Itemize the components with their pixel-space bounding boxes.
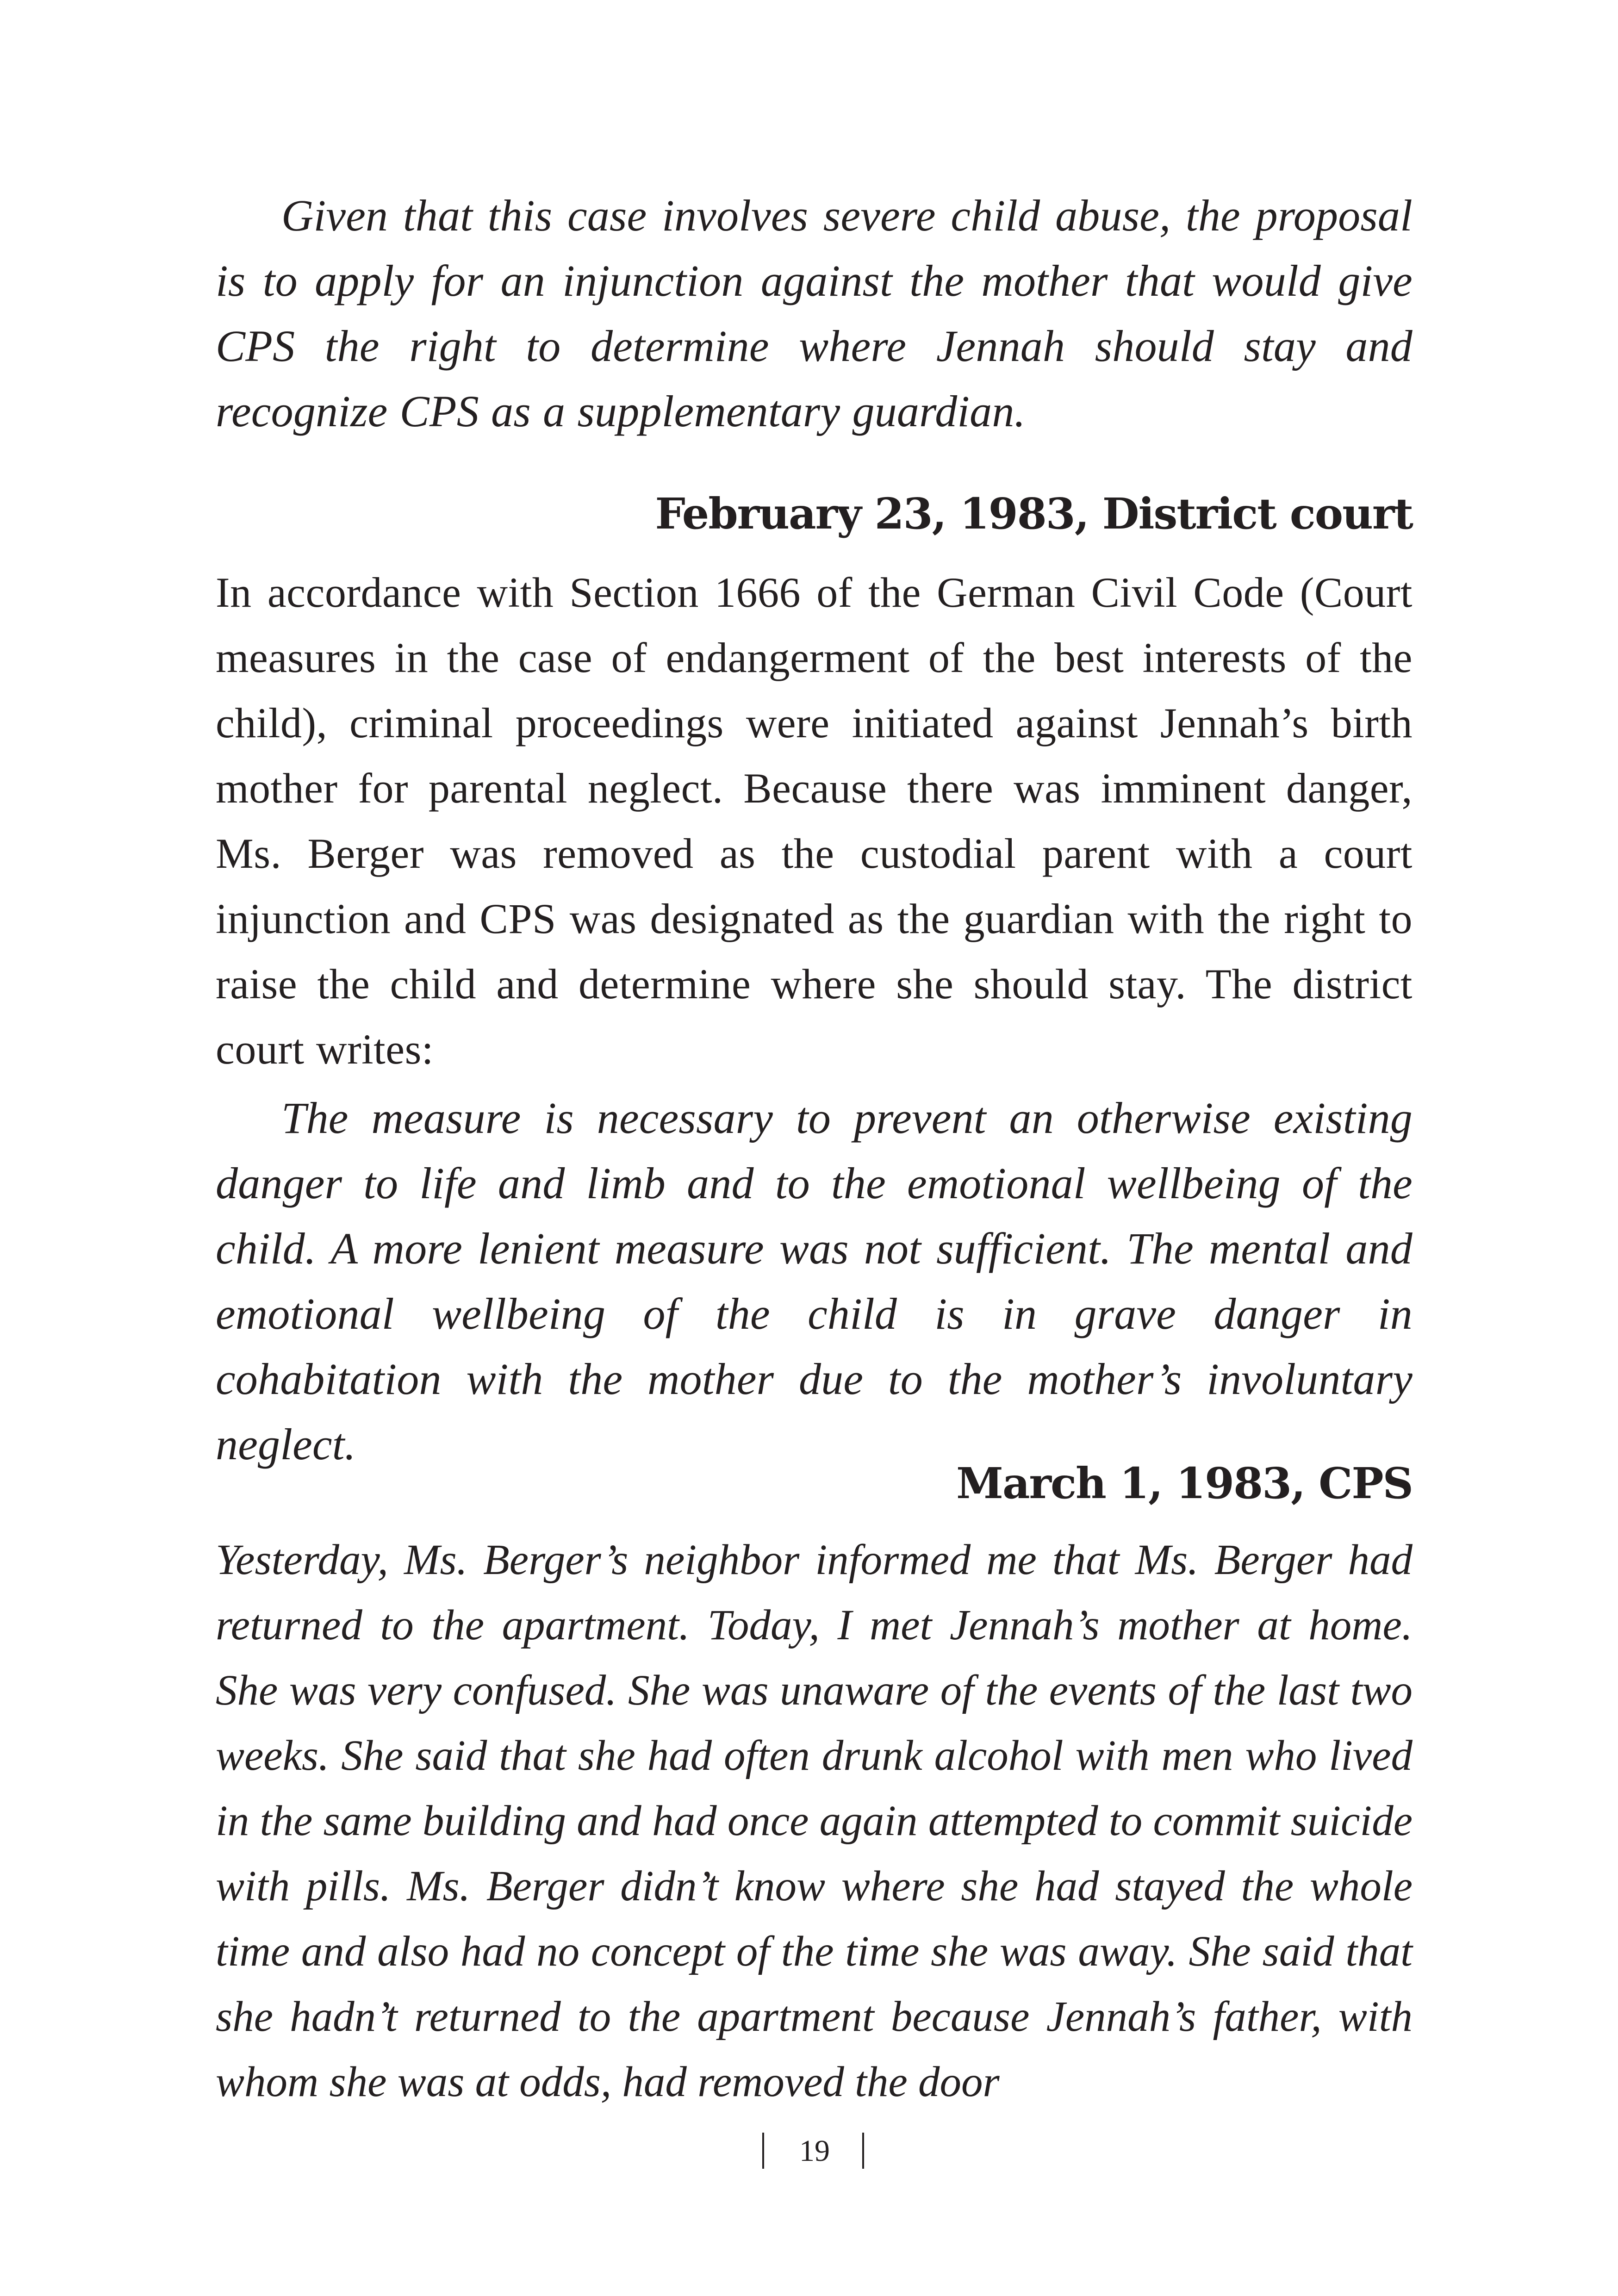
cps-entry-text: Yesterday, Ms. Berger’s neighbor informed me that Ms. Berger had returned to the apartment. Today, I met Jennah’s mother at home. She was very confused. She was unaware of the events of the last two weeks. She said that she had often drunk alcohol with men who lived in the same building and had once again attempted to commit suicide with pills. Ms. Berger didn’t know where she had stayed the whole time and also had no concept of the time she was away. She said that she hadn’t returned to the apartment because Jennah’s father, with whom she was at odds, had removed the door: [216, 1536, 1413, 2106]
heading-district-court: February 23, 1983, District court: [655, 489, 1413, 539]
page-number: 19: [799, 2134, 830, 2168]
paragraph-court-proceedings: In accordance with Section 1666 of the German Civil Code (Court measures in the case of endangerment of the best interests of the child), criminal proceedings were initiated against Jennah’s birth mother for parental neglect. Because there was imminent danger, Ms. Berger was removed as the custodial parent with a court injunction and CPS was designated as the guardian with the right to raise the child and determine where she should stay. The district court writes:: [216, 569, 1413, 1073]
quote-cps-proposal: Given that this case involves severe child abuse, the proposal is to apply for an injunction against the mother that would give CPS the right to determine where Jennah should stay and recognize CPS as a supplementary guardian.: [216, 191, 1413, 436]
footer-divider-left: [762, 2133, 764, 2169]
quote-district-court-ruling: The measure is necessary to prevent an otherwise existing danger to life and limb and to the emotional wellbeing of the child. A more lenient measure was not sufficient. The mental and emotional wellbeing of the child is in grave danger in cohabitation with the mother due to the mother’s involuntary neglect.: [216, 1093, 1413, 1469]
page-footer: [0, 2129, 1618, 2184]
footer-divider-right: [862, 2133, 864, 2169]
heading-cps-entry: March 1, 1983, CPS: [956, 1458, 1413, 1508]
